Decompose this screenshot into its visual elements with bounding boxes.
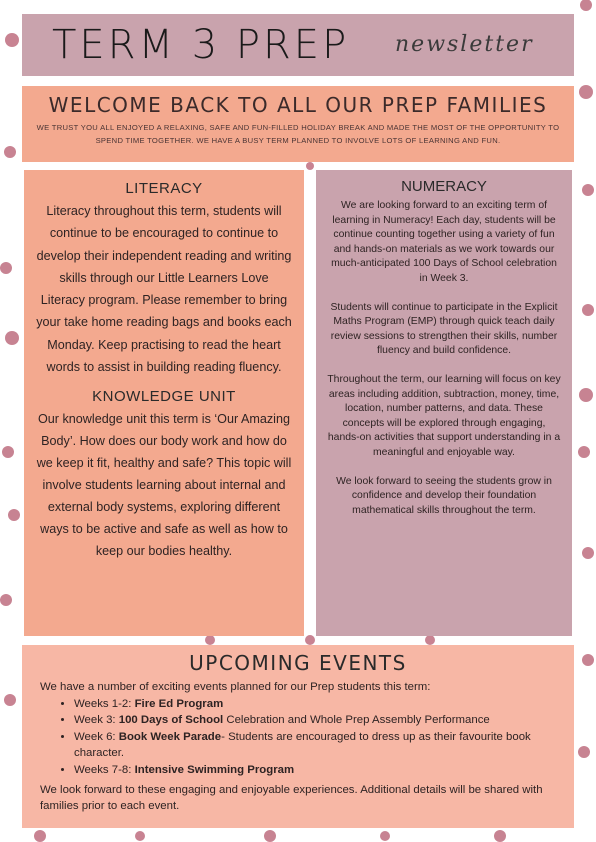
event-item <box>74 762 560 778</box>
numeracy-paragraph: We look forward to seeing the students grow in confidence and develop their foundation mathematical skills throughout the term. <box>336 475 552 516</box>
events-outro: We look forward to these engaging and enjoyable experiences. Additional details will be shared with families prior to each event. <box>40 784 543 813</box>
page-title: TERM 3 PREP <box>52 22 350 68</box>
event-week: Week 6: <box>74 730 119 743</box>
events-intro: We have a number of exciting events planned for our Prep students this term: <box>40 681 431 693</box>
event-item <box>74 729 560 762</box>
literacy-heading: LITERACY <box>125 180 203 197</box>
events-list <box>36 696 560 778</box>
literacy-text: Literacy throughout this term, students will continue to be encouraged to continue to develop their independent reading and writing skills through our Little Learners Love Literacy program. Please remember to bring your take home reading bags and books each Monday. Keep practising to read the heart words to assist in building reading fluency. <box>36 204 292 375</box>
literacy-section <box>24 170 304 636</box>
event-week: Week 3: <box>74 714 119 727</box>
welcome-heading: WELCOME BACK TO ALL OUR PREP FAMILIES <box>48 93 548 117</box>
event-title: Fire Ed Program <box>134 698 224 710</box>
numeracy-section <box>316 170 572 636</box>
events-heading: UPCOMING EVENTS <box>189 651 407 675</box>
welcome-text: WE TRUST YOU ALL ENJOYED A RELAXING, SAFE AND FUN-FILLED HOLIDAY BREAK AND MADE THE MOST OF THE OPPORTUNITY TO SPEND TIME TOGETHER. WE HAVE A BUSY TERM PLANNED TO INVOLVE LOTS OF LEARNING AND FUN. <box>36 123 560 145</box>
event-title: 100 Days of School <box>118 714 224 727</box>
event-week: Weeks 7-8: <box>74 763 135 776</box>
numeracy-paragraph: Throughout the term, our learning will focus on key areas including addition, subtraction, money, time, location, number patterns, and data. These concepts will be explored through engaging, hands-on activities that support understanding in a meaningful and enjoyable way. <box>327 373 561 458</box>
event-detail: Celebration and Whole Prep Assembly Performance <box>223 714 490 727</box>
numeracy-paragraph: We are looking forward to an exciting term of learning in Numeracy! Each day, students will be continue counting together using a variety of fun and hands-on materials as we work towards our much-anticipated 100 Days of School celebration in Week 3. <box>331 200 557 284</box>
event-title: Book Week Parade <box>118 730 222 743</box>
newsletter-header <box>22 14 574 76</box>
event-item <box>74 712 560 728</box>
event-item <box>74 696 560 712</box>
numeracy-heading: NUMERACY <box>401 178 487 195</box>
event-title: Intensive Swimming Program <box>134 763 295 776</box>
upcoming-events-section <box>22 645 574 828</box>
event-week: Weeks 1-2: <box>74 698 135 710</box>
event-detail: - Students are encouraged to dress up as their favourite book character. <box>74 730 531 760</box>
page-subtitle: newsletter <box>395 32 534 57</box>
welcome-section <box>22 86 574 162</box>
knowledge-unit-section <box>36 388 292 562</box>
knowledge-text: Our knowledge unit this term is ‘Our Amazing Body’. How does our body work and how do we keep it fit, healthy and safe? This topic will involve students learning about internal and external body systems, exploring different ways to be active and safe as well as how to keep our bodies healthy. <box>36 412 292 559</box>
knowledge-heading: KNOWLEDGE UNIT <box>92 388 236 406</box>
numeracy-paragraph: Students will continue to participate in the Explicit Maths Program (EMP) through quick teach daily review sessions to strengthen their skills, number fluency and build confidence. <box>330 301 558 357</box>
